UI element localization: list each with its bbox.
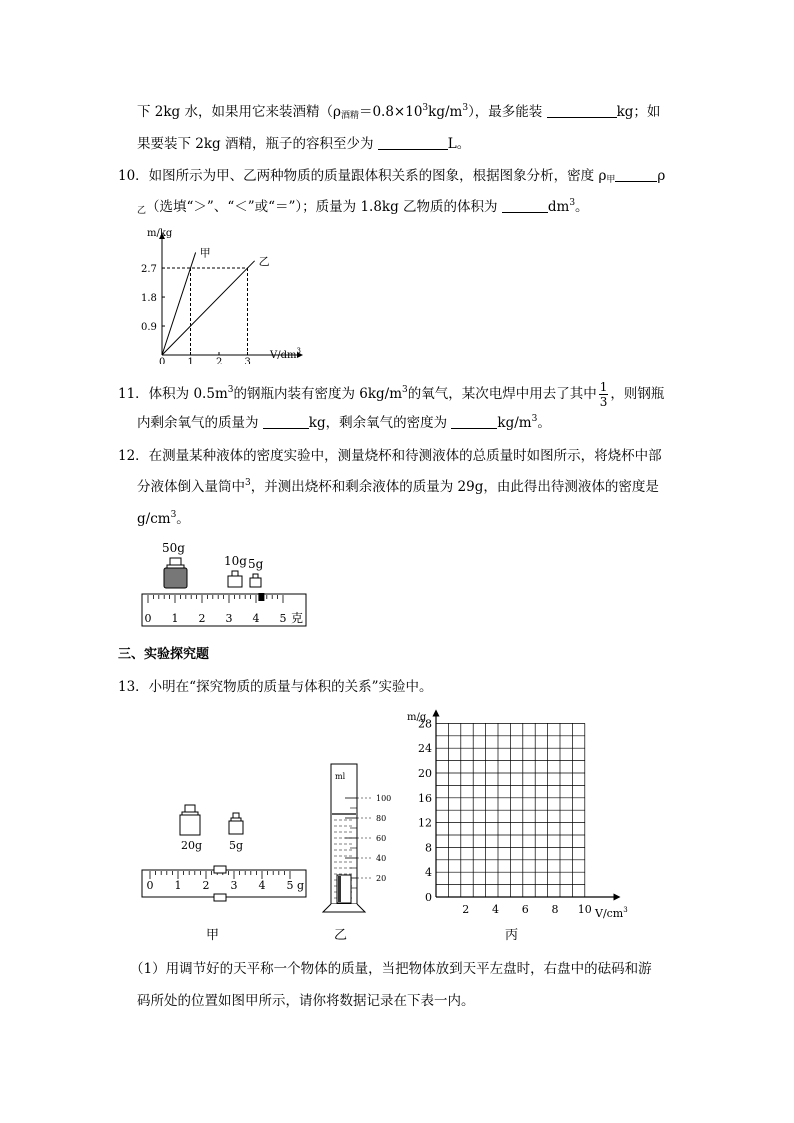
y-tick-label: 0.9 <box>141 322 157 334</box>
x-tick-label: 2 <box>216 357 223 364</box>
rider-top <box>214 866 226 873</box>
rider <box>258 593 264 601</box>
cylinder-mark-label: 80 <box>376 814 387 823</box>
answer-blank[interactable] <box>502 198 548 213</box>
q11-line2: 内剩余氧气的质量为 kg，剩余氧气的密度为 $kg/m^3$。 <box>137 414 551 431</box>
q12-line1: 12．在测量某种液体的密度实验中，测量烧杯和待测液体的总质量时如图所示，将烧杯中部 <box>118 448 662 464</box>
weight-label-10g: 10g <box>224 554 247 568</box>
weight-label-5g: 5g <box>248 557 264 571</box>
grid-y-tick-label: 12 <box>418 816 432 830</box>
figure-caption-yi: 乙 <box>334 928 348 943</box>
scale-label: 0 <box>144 612 152 625</box>
grid-x-tick-label: 4 <box>492 903 500 916</box>
q10-line1: 10．如图所示为甲、乙两种物质的质量跟体积关系的图象，根据图象分析，密度 $\rho_甲$ ρ <box>118 168 666 185</box>
weight-5g-icon <box>250 574 261 587</box>
grid-x-tick-label: 6 <box>521 903 529 916</box>
q11-line1: 11．体积为 $0.5m^3$的钢瓶内装有密度为 $6kg/m^3$的氧气，某次电焊中用去了其中 $\frac{1}{3}$ ，则钢瓶 <box>118 380 665 409</box>
section-title: 三、实验探究题 <box>118 647 210 662</box>
q9-line1: 下 2kg 水，如果用它来装酒精$(\rho_{酒精}=0.8\times 10^3kg/m^3)$，最多能装 kg；如 <box>137 103 661 121</box>
scale-label: 3 <box>230 879 238 892</box>
q13-intro: 13．小明在“探究物质的质量与体积的关系”实验中。 <box>118 679 433 695</box>
grid-y-tick-label: 4 <box>425 866 432 880</box>
cylinder-base <box>323 904 365 912</box>
scale-label: 3 <box>225 612 233 625</box>
cylinder-mark-label: 40 <box>376 854 387 863</box>
q13-cylinder-figure <box>318 760 403 945</box>
fraction-one-third: $\frac{1}{3}$ <box>599 380 608 409</box>
q9-line2: 果要装下 2kg 酒精，瓶子的容积至少为 L。 <box>137 136 471 152</box>
weight-label-20g: 20g <box>181 839 203 852</box>
q10-mass-volume-chart <box>135 222 315 364</box>
grid-y-tick-label: 24 <box>418 742 432 756</box>
answer-blank[interactable] <box>615 167 657 182</box>
series-label-yi: 乙 <box>258 254 270 268</box>
scale-label: 0 <box>146 879 154 892</box>
weight-20g-icon <box>180 805 200 835</box>
rider-bottom <box>214 894 226 901</box>
grid-y-tick-label: 20 <box>418 767 432 780</box>
answer-blank[interactable] <box>263 414 309 429</box>
weight-5g-icon <box>229 813 243 834</box>
cylinder-unit: ml <box>335 772 346 781</box>
grid-y-tick-label: 8 <box>425 841 432 855</box>
figure-caption-bing: 丙 <box>505 928 519 943</box>
series-line-yi <box>162 261 255 355</box>
figure-caption-jia: 甲 <box>206 928 220 943</box>
grid-y-tick-label: 0 <box>425 891 432 904</box>
scale-unit: 克 <box>291 611 304 625</box>
y-tick-label: 2.7 <box>141 264 157 276</box>
q12-line3: $g/cm^3$。 <box>137 510 190 527</box>
cylinder-mark-label: 20 <box>376 874 387 883</box>
weight-50g-icon <box>164 558 187 588</box>
scale-unit: g <box>297 879 305 892</box>
series-label-jia: 甲 <box>199 246 211 260</box>
q10-line2: $_乙$（选填“＞”、“＜”或“＝”）；质量为 1.8kg 乙物质的体积为 $dm^3$。 <box>137 198 589 216</box>
scale-label: 5 <box>286 879 294 892</box>
scale-label: 1 <box>171 612 179 625</box>
scale-label: 4 <box>258 879 266 892</box>
grid-x-tick-label: 2 <box>462 903 470 916</box>
grid-x-tick-label: 8 <box>551 903 559 916</box>
cylinder-mark-label: 100 <box>376 794 392 803</box>
q12-balance-figure <box>140 538 312 630</box>
answer-blank[interactable] <box>378 135 448 150</box>
x-tick-label: 0 <box>159 357 166 364</box>
grid-ylabel: m/g <box>407 712 427 723</box>
weight-label-50g: 50g <box>162 541 185 555</box>
scale-label: 2 <box>202 879 210 892</box>
q13-balance-figure <box>140 795 312 945</box>
scale-label: 5 <box>279 612 287 625</box>
chart-xlabel: $V/dm^3$ <box>270 347 301 361</box>
grid-x-tick-label: 10 <box>577 903 592 916</box>
weight-label-5g: 5g <box>229 839 244 852</box>
scale-label: 4 <box>252 612 260 625</box>
weight-10g-icon <box>228 571 242 587</box>
answer-blank[interactable] <box>451 414 497 429</box>
q12-line2: 分液体倒入量筒中$^3$，并测出烧杯和剩余液体的质量为 29g，由此得出待测液体的密度是 <box>137 478 659 495</box>
q13-part1-line2: 码所处的位置如图甲所示，请你将数据记录在下表一内。 <box>137 993 475 1009</box>
grid-y-tick-label: 28 <box>418 717 432 731</box>
y-tick-label: 1.8 <box>141 293 157 305</box>
cylinder-mark-label: 60 <box>376 834 387 843</box>
q13-part1-line1: （1）用调节好的天平称一个物体的质量，当把物体放到天平左盘时，右盘中的砝码和游 <box>130 961 652 977</box>
scale-label: 1 <box>174 879 182 892</box>
grid-xlabel: $V/cm^3$ <box>595 906 628 920</box>
chart-ylabel: m/kg <box>147 228 173 239</box>
x-tick-label: 3 <box>244 357 251 364</box>
q13-grid-figure <box>405 705 640 945</box>
scale-label: 2 <box>198 612 206 625</box>
grid-y-tick-label: 16 <box>418 791 432 805</box>
x-tick-label: 1 <box>187 357 194 364</box>
answer-blank[interactable] <box>547 103 617 118</box>
